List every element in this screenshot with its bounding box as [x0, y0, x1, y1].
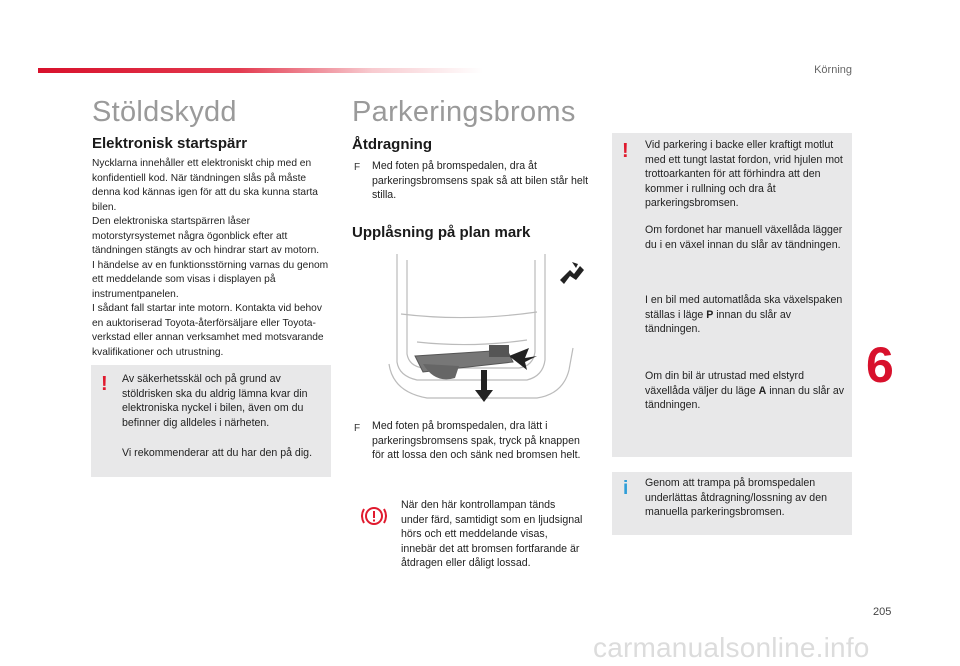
warning-manual-gear-text: Om fordonet har manuell växellåda lägger du i en växel innan du slår av tändningen. [645, 224, 843, 251]
section-title-parkeringsbroms: Parkeringsbroms [352, 96, 576, 128]
warning-key-text: Av säkerhetsskäl och på grund av stöldrisken ska du aldrig lämna kvar din elektroniska nyckel i bilen, även om du befinner dig alldeles i närheten. [122, 373, 308, 429]
startsparr-paragraph: Nycklarna innehåller ett elektroniskt chip med en konfidentiell kod. När tändningen slås på måste denna kod kännas igen för att du ska kunna starta bilen. Den elektroniska startspärren låser motorstyrsystemet några ögonblick efter att tändningen stängts av och hindrar start av motorn. I händelse av en funktionsstörning varnas du genom ett meddelande som visas i displayen på instrumentpanelen. I sådant fall startar inte motorn. Kontakta vid behov en auktoriserad Toyota-återförsäljare eller Toyota-verkstad eller annan verksamhet med motsvarande kvalifikationer och utrustning. [92, 158, 329, 358]
warning-parking-slope-text: Vid parkering i backe eller kraftigt motlut med ett tungt lastat fordon, vrid hjulen mot trottoarkanten för att förhindra att den kommer i rullning och dra åt parkeringsbromsen. [645, 139, 843, 209]
warning-icon: ! [101, 373, 108, 395]
page-number: 205 [873, 606, 892, 618]
hand-brake-icon [556, 258, 586, 288]
atdragning-text: Med foten på bromspedalen, dra åt parkeringsbromsens spak så att bilen står helt stilla. [372, 160, 589, 201]
chapter-number: 6 [866, 337, 894, 393]
bullet-arrow-icon: F [354, 162, 361, 173]
chapter-label: Körning [814, 64, 852, 76]
brake-warning-lamp-icon [361, 505, 387, 527]
warning-electric-gear-text: Om din bil är utrustad med elstyrd växellåda väljer du läge A innan du slår av tändningen. [645, 370, 845, 411]
lamp-note-text: När den här kontrollampan tänds under färd, samtidigt som en ljudsignal hörs och ett meddelande visas, innebär det att bromsen fortfarande är åtdragen eller dåligt lossad. [401, 499, 583, 569]
header-accent-bar [38, 68, 483, 73]
watermark: carmanualsonline.info [593, 632, 870, 663]
warning-key-recommendation: Vi rekommenderar att du har den på dig. [122, 447, 313, 459]
warning-icon: ! [622, 140, 629, 162]
info-pedal-text: Genom att trampa på bromspedalen underlättas åtdragning/lossning av den manuella parkeringsbromsen. [645, 477, 827, 518]
heading-atdragning: Åtdragning [352, 136, 432, 153]
warning-automatic-gear-text: I en bil med automatlåda ska växelspaken ställas i läge P innan du slår av tändningen. [645, 294, 843, 335]
bullet-arrow-icon: F [354, 423, 361, 434]
upplasning-text: Med foten på bromspedalen, dra lätt i parkeringsbromsens spak, tryck på knappen för att lossa den och sänk ned bromsen helt. [372, 420, 581, 461]
section-title-stoldskydd: Stöldskydd [92, 96, 237, 128]
heading-upplasning: Upplåsning på plan mark [352, 224, 531, 241]
info-icon: i [623, 478, 629, 499]
subtitle-startsparr: Elektronisk startspärr [92, 135, 248, 152]
